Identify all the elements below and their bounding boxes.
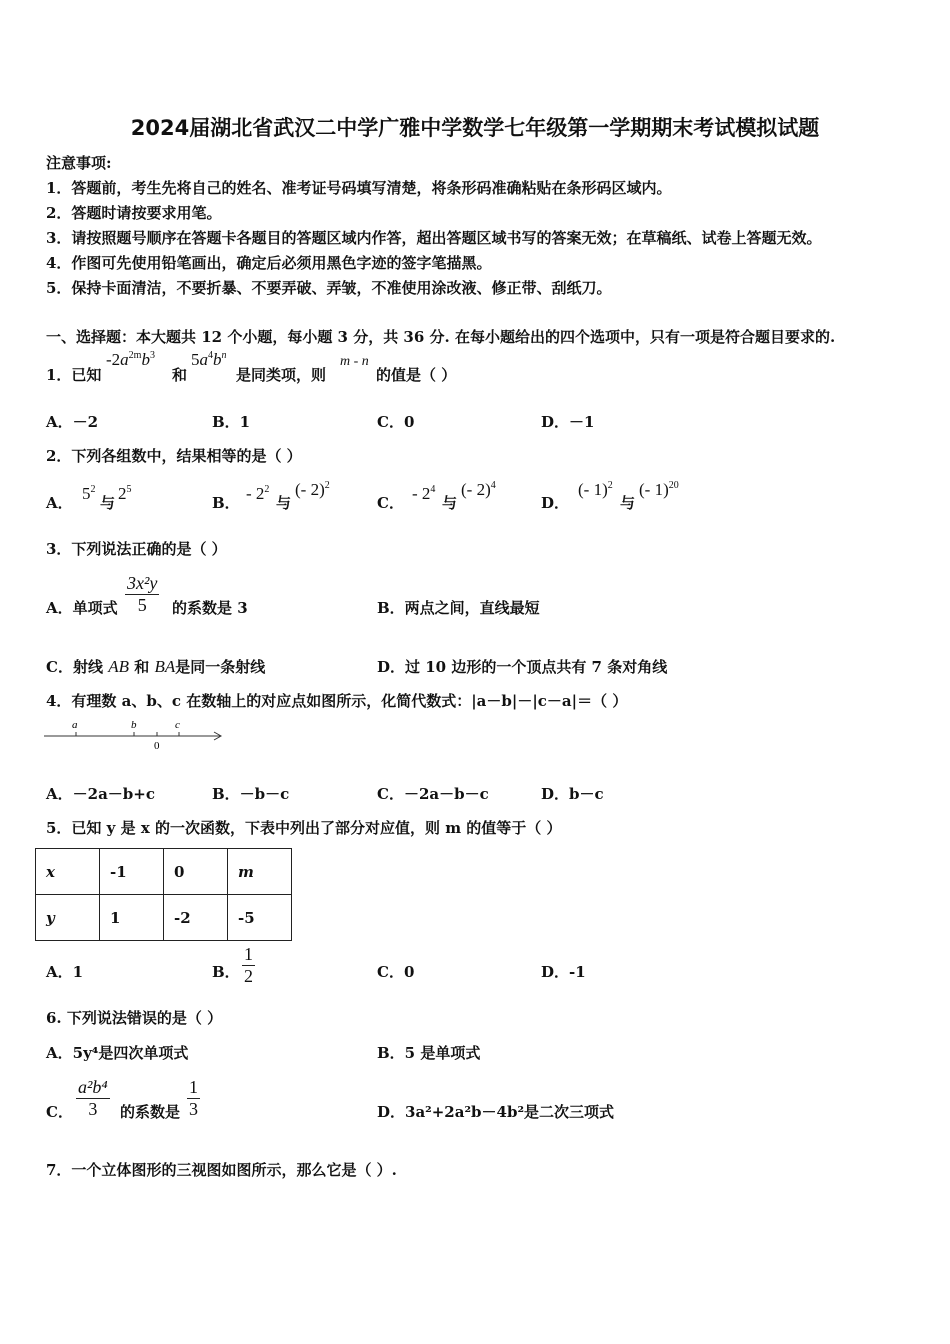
- table-cell: y: [36, 895, 100, 941]
- q4-option-a[interactable]: A．－2a－b+c: [46, 785, 155, 803]
- q6-option-c-coef-numerator: 1: [189, 1077, 198, 1097]
- q2-option-d-expr2: (- 1)$^{20}$: [639, 480, 679, 499]
- table-cell: -1: [100, 849, 164, 895]
- q3-option-a-pre[interactable]: A．单项式: [46, 599, 118, 617]
- notice-item: 1．答题前，考生先将自己的姓名、准考证号码填写清楚，将条形码准确粘贴在条形码区域内。: [46, 179, 672, 197]
- table-cell: m: [228, 849, 292, 895]
- q3-option-c-pre: C．射线: [46, 658, 103, 676]
- q3-option-c[interactable]: [46, 656, 265, 677]
- q5-option-b-denominator: 2: [244, 966, 253, 986]
- label-a: a: [72, 719, 78, 731]
- table-row: [36, 895, 292, 941]
- page-title: 2024届湖北省武汉二中学广雅中学数学七年级第一学期期末考试模拟试题: [130, 116, 820, 140]
- q6-option-b[interactable]: B．5 是单项式: [377, 1044, 481, 1062]
- q5-option-b-fraction: [242, 944, 255, 987]
- q6-option-a[interactable]: A．5y⁴是四次单项式: [46, 1044, 189, 1062]
- q6-option-c-label[interactable]: C．: [46, 1103, 73, 1121]
- q3-option-c-ab: AB: [108, 657, 129, 676]
- q2-with: 与: [100, 494, 116, 512]
- q2-with: 与: [442, 494, 458, 512]
- label-zero: 0: [154, 740, 160, 752]
- q3-option-b[interactable]: B．两点之间，直线最短: [377, 599, 540, 617]
- q5-stem: 5．已知 y 是 x 的一次函数，下表中列出了部分对应值，则 m 的值等于（ ）: [46, 819, 562, 837]
- q2-option-c-expr1: - $2^4$: [412, 484, 436, 503]
- q1-option-a[interactable]: A．－2: [46, 413, 99, 431]
- q3-stem: 3．下列说法正确的是（ ）: [46, 540, 227, 558]
- q1-expr2: $5a^4b^n$: [191, 350, 227, 369]
- table-cell: -5: [228, 895, 292, 941]
- q6-option-c-numerator: a²b⁴: [78, 1077, 108, 1097]
- q3-option-c-post: 是同一条射线: [175, 658, 266, 676]
- q2-option-c-expr2: (- 2)$^4$: [461, 480, 496, 499]
- q2-with: 与: [276, 494, 292, 512]
- q4-option-d[interactable]: D．b－c: [541, 785, 604, 803]
- q7-stem: 7．一个立体图形的三视图如图所示，那么它是（ ）.: [46, 1161, 397, 1179]
- table-cell: x: [36, 849, 100, 895]
- q3-option-a-denominator: 5: [137, 595, 147, 615]
- q1-mid: 和: [172, 366, 188, 384]
- q5-option-a[interactable]: A．1: [46, 963, 84, 981]
- q2-with: 与: [620, 494, 636, 512]
- section-heading: 一、选择题：本大题共 12 个小题，每小题 3 分，共 36 分. 在每小题给出的四个选项中，只有一项是符合题目要求的.: [46, 328, 836, 346]
- notice-item: 2．答题时请按要求用笔。: [46, 204, 222, 222]
- q1-end: 的值是（ ）: [376, 366, 457, 384]
- q6-stem: 6. 下列说法错误的是（ ）: [46, 1009, 223, 1027]
- q6-option-c-fraction: [76, 1077, 110, 1120]
- q6-option-c-denominator: 3: [88, 1099, 98, 1119]
- q5-option-b-numerator: 1: [244, 944, 253, 964]
- q5-option-d[interactable]: D．-1: [541, 963, 586, 981]
- notice-heading: 注意事项:: [46, 154, 112, 172]
- notice-item: 3．请按照题号顺序在答题卡各题目的答题区域内作答，超出答题区域书写的答案无效；在草稿纸、试卷上答题无效。: [46, 229, 822, 247]
- value-table: [35, 848, 292, 941]
- label-b: b: [131, 719, 137, 731]
- q2-option-b-label[interactable]: B．: [212, 494, 240, 512]
- q2-option-c-label[interactable]: C．: [377, 494, 404, 512]
- q2-option-a-expr1: $5^2$: [82, 484, 96, 503]
- q1-post: 是同类项，则: [236, 366, 327, 384]
- q6-option-d[interactable]: D．3a²+2a²b－4b²是二次三项式: [377, 1103, 615, 1121]
- q3-option-a-post: 的系数是 3: [172, 599, 248, 617]
- q4-option-b[interactable]: B．－b－c: [212, 785, 290, 803]
- q3-option-c-and: 和: [134, 658, 150, 676]
- table-cell: -2: [164, 895, 228, 941]
- q2-option-a-expr2: $2^5$: [118, 484, 132, 503]
- q3-option-a-numerator: 3x²y: [127, 573, 158, 593]
- notice-item: 5．保持卡面清洁，不要折暴、不要弄破、弄皱，不准使用涂改液、修正带、刮纸刀。: [46, 279, 612, 297]
- q2-option-d-label[interactable]: D．: [541, 494, 570, 512]
- q2-option-b-expr1: - $2^2$: [246, 484, 270, 503]
- q1-expr1: $-2a^{2m}b^3$: [106, 350, 155, 369]
- q6-option-c-mid: 的系数是: [120, 1103, 181, 1121]
- q1-expr3: m - n: [340, 354, 369, 369]
- q4-option-c[interactable]: C．－2a－b－c: [377, 785, 489, 803]
- q2-option-a-label[interactable]: A．: [46, 494, 73, 512]
- q1-option-c[interactable]: C．0: [377, 413, 415, 431]
- notice-item: 4．作图可先使用铅笔画出，确定后必须用黑色字迹的签字笔描黑。: [46, 254, 492, 272]
- q2-option-b-expr2: (- 2)$^2$: [295, 480, 330, 499]
- q6-option-c-coef-denominator: 3: [189, 1099, 198, 1119]
- q1-option-b[interactable]: B．1: [212, 413, 251, 431]
- table-cell: 1: [100, 895, 164, 941]
- q1-option-d[interactable]: D．－1: [541, 413, 595, 431]
- q5-option-b[interactable]: B．: [212, 963, 240, 981]
- q3-option-c-ba: BA: [154, 657, 176, 676]
- q6-option-c-coefficient: [187, 1077, 200, 1120]
- q5-option-c[interactable]: C．0: [377, 963, 415, 981]
- label-c: c: [175, 719, 180, 731]
- q2-option-d-expr1: (- 1)$^2$: [578, 480, 613, 499]
- table-row: [36, 849, 292, 895]
- q4-stem: 4．有理数 a、b、c 在数轴上的对应点如图所示，化简代数式：|a－b|－|c－a|＝（ ）: [46, 692, 628, 710]
- q3-option-a-fraction: [125, 573, 159, 616]
- table-cell: 0: [164, 849, 228, 895]
- q1-pre: 1．已知: [46, 366, 102, 384]
- number-line: [44, 716, 226, 754]
- q3-option-d[interactable]: D．过 10 边形的一个顶点共有 7 条对角线: [377, 658, 668, 676]
- q2-stem: 2．下列各组数中，结果相等的是（ ）: [46, 447, 302, 465]
